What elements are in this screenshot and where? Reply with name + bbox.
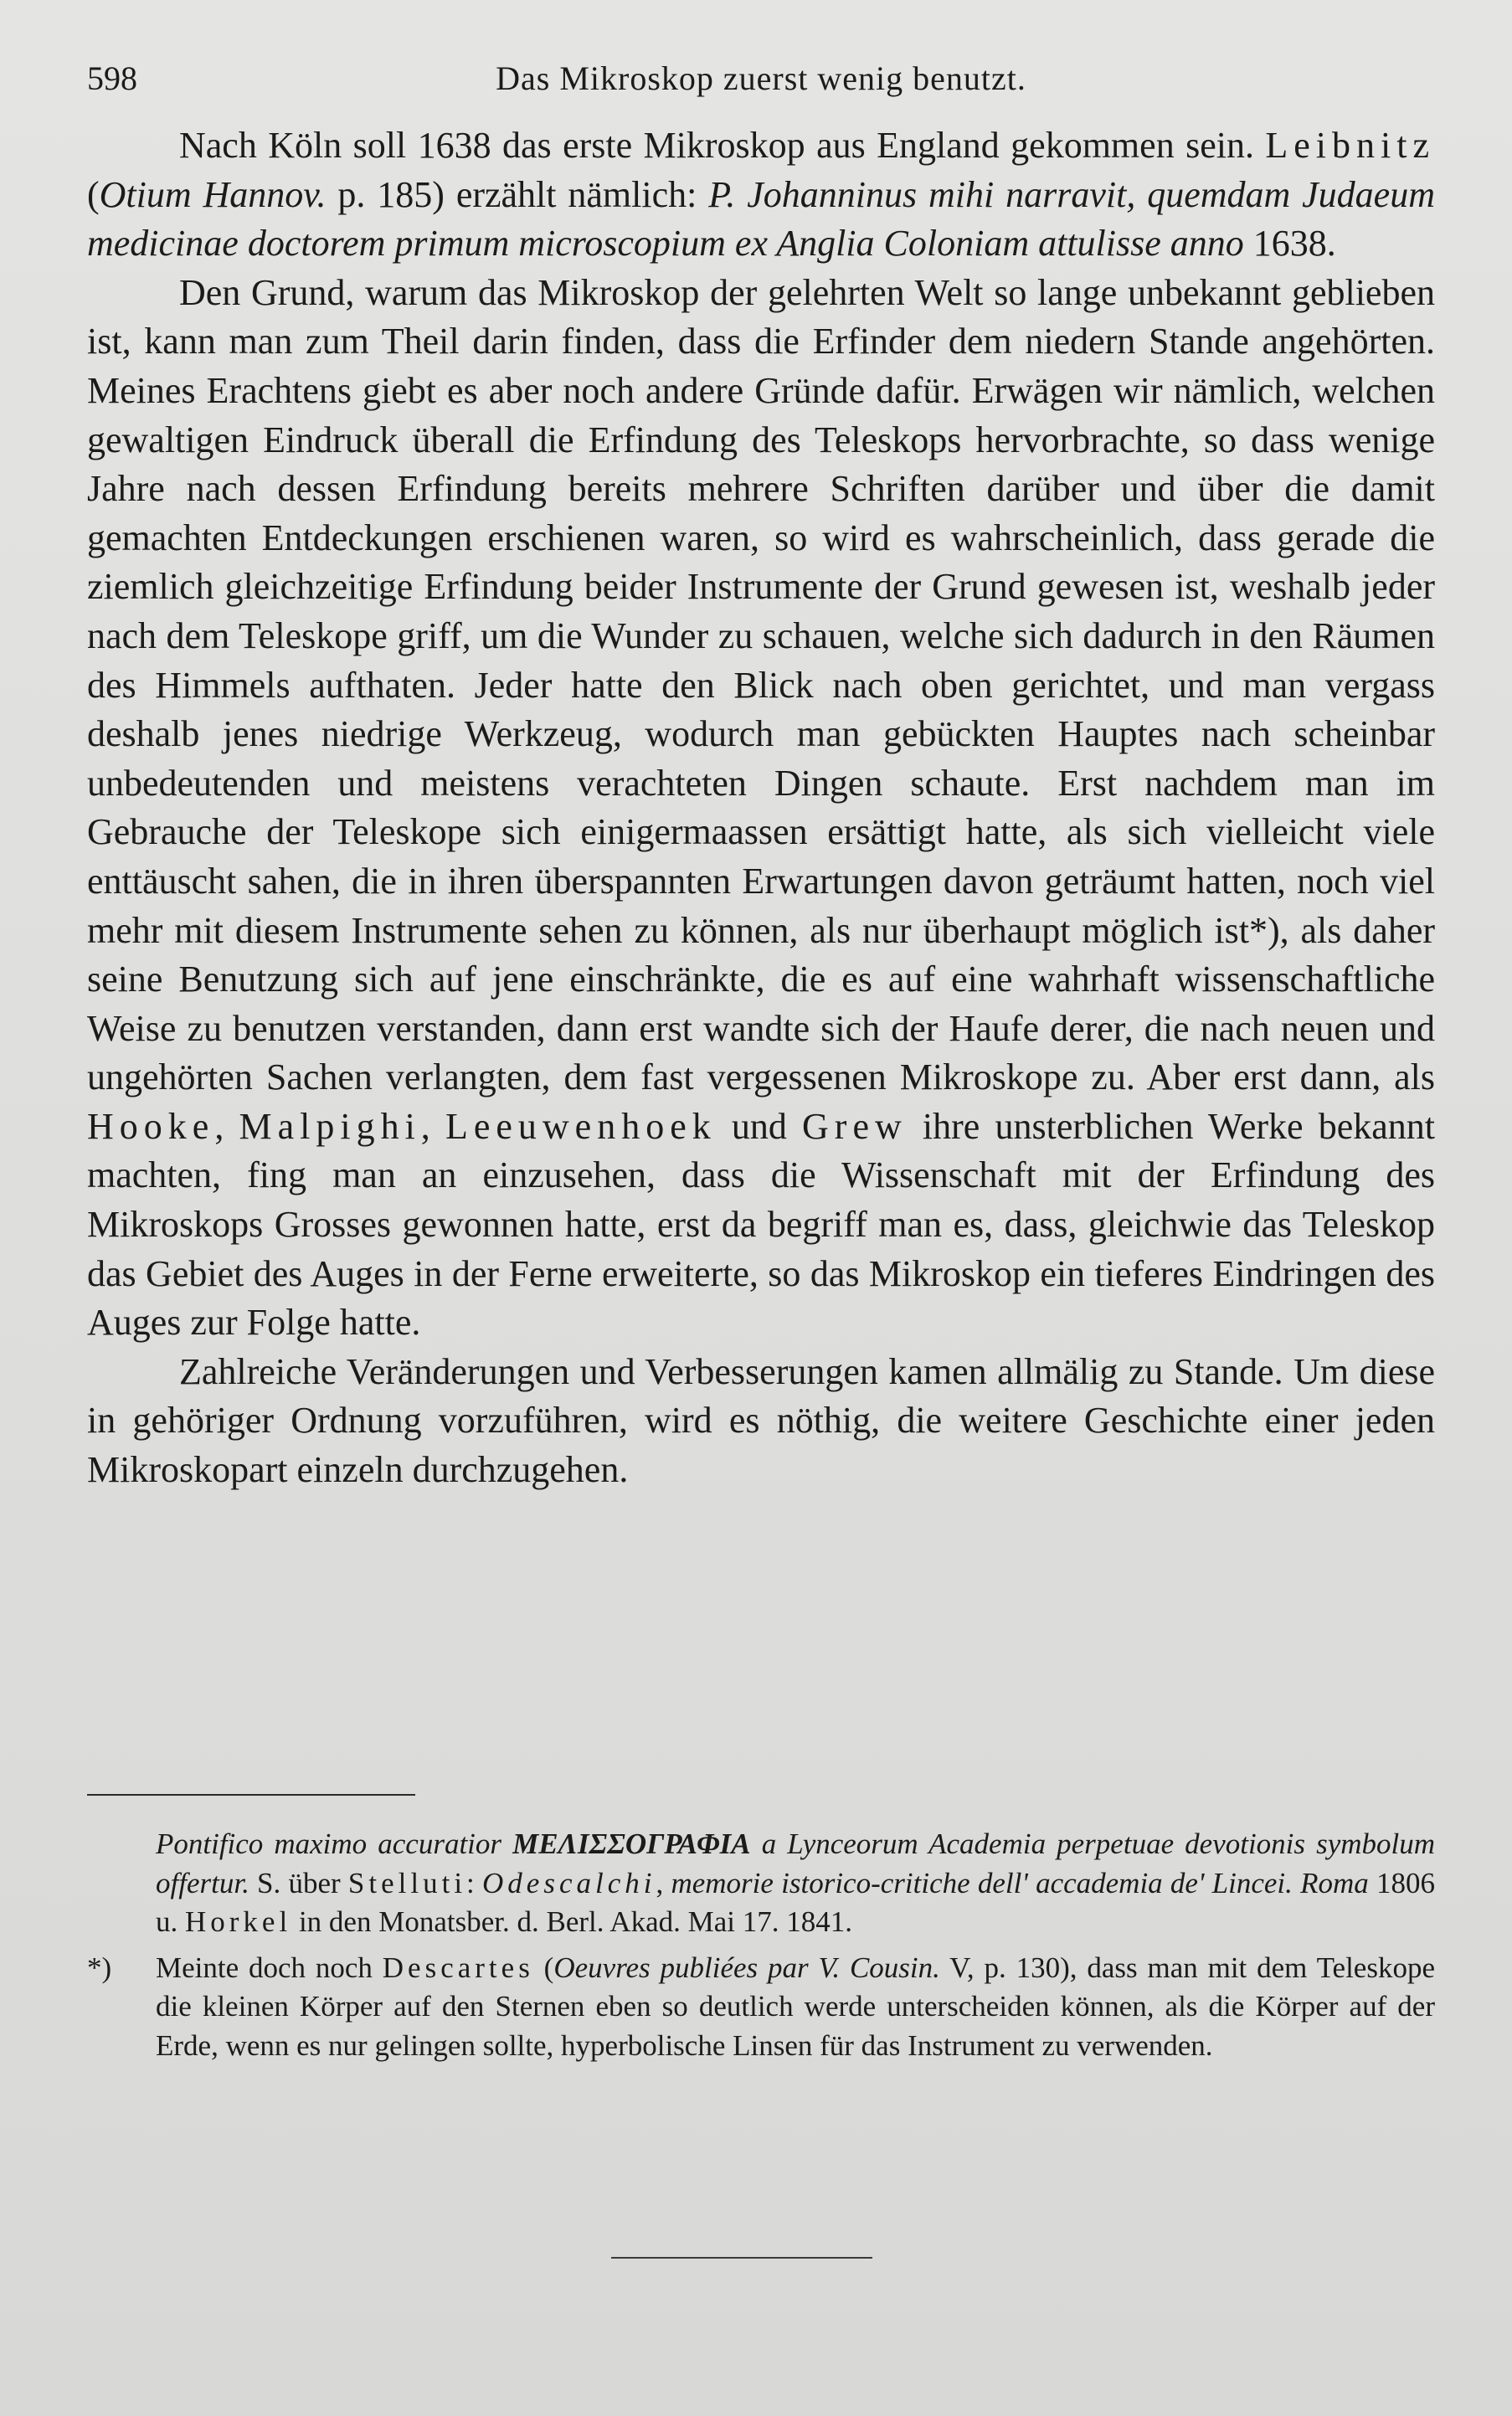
- running-title: Das Mikroskop zuerst wenig benutzt.: [496, 59, 1026, 97]
- text-run: :: [466, 1866, 483, 1899]
- page-number: 598: [87, 59, 137, 97]
- paragraph-3: [87, 1348, 1435, 1495]
- text-run: (: [533, 1951, 554, 1984]
- author-name: Odescalchi: [482, 1866, 656, 1899]
- author-name: Grew: [802, 1105, 908, 1147]
- footnotes: [87, 1825, 1435, 2065]
- text-run: Meinte doch noch: [156, 1951, 383, 1984]
- text-run: ,: [656, 1866, 671, 1899]
- latin-quote: P. Johanninus mihi narravit, quemdam Judaeum medicinae doctorem primum microscopium ex Anglia Coloniam attulisse anno: [87, 173, 1435, 265]
- footnote-dedication: [156, 1825, 1435, 1942]
- text-run: p. 185) erzählt nämlich:: [326, 173, 709, 215]
- work-title: Otium Hannov.: [99, 173, 327, 215]
- footnote-marker: *): [87, 1951, 112, 1984]
- text-run: in den Monatsber. d. Berl. Akad. Mai 17. 1841.: [291, 1905, 852, 1938]
- author-name: Leibnitz: [1265, 125, 1435, 166]
- text-run: und: [716, 1105, 803, 1147]
- text-run: Den Grund, warum das Mikroskop der gelehrten Welt so lange unbekannt geblieben ist, kann man zum Theil darin finden, dass die Erfinder dem niedern Stande angehörten. Meines Erachtens giebt es aber noch andere Gründe dafür. Erwägen wir nämlich, welchen gewaltigen Eindruck überall die Erfindung des Teleskops hervorbrachte, so dass wenige Jahre nach dessen Erfindung bereits mehrere Schriften darüber und über die damit gemachten Entdeckungen erschienen waren, so wird es wahrscheinlich, dass gerade die ziemlich gleichzeitige Erfindung beider Instrumente der Grund gewesen ist, weshalb jeder nach dem Teleskope griff, um die Wunder zu schauen, welche sich dadurch in den Räumen des Himmels aufthaten. Jeder hatte den Blick nach oben gerichtet, und man vergass deshalb jenes niedrige Werkzeug, wodurch man gebückten Hauptes nach scheinbar unbedeutenden und meistens verachteten Dingen schaute. Erst nachdem man im Gebrauche der Teleskope sich einigermaassen ersättigt hatte, als sich vielleicht viele enttäuscht sahen, die in ihren überspannten Erwartungen davon geträumt hatten, noch viel mehr mit diesem Instrumente sehen zu können, als nur überhaupt möglich ist*), als daher seine Benutzung sich auf jene einschränkte, die es auf eine wahrhaft wissenschaftliche Weise zu benutzen verstanden, dann erst wandte sich der Haufe derer, die nach neuen und ungehörten Sachen verlangten, dem fast vergessenen Mikroskope zu. Aber erst dann, als: [87, 271, 1435, 1098]
- text-run: Pontifico maximo accuratior: [156, 1827, 502, 1860]
- text-run: V, p. 130), dass man mit dem Teleskope die kleinen Körper auf den Sternen eben so deutlich werde unterscheiden können, als die Körper auf der Erde, wenn es nur gelingen sollte, hyperbolische Linsen für das Instrument zu verwenden.: [156, 1951, 1435, 2062]
- text-run: 1806 u.: [156, 1866, 1436, 1938]
- bottom-rule: [611, 2257, 872, 2259]
- text-run: (: [87, 173, 100, 215]
- text-run: Nach Köln soll 1638 das erste Mikroskop aus England gekommen sein.: [179, 125, 1266, 166]
- work-title: Oeuvres publiées par V. Cousin.: [553, 1951, 940, 1984]
- paragraph-2: [87, 269, 1435, 1348]
- text-run: S. über: [249, 1866, 348, 1899]
- author-name: Stelluti: [347, 1866, 467, 1899]
- text-run: a Lynceorum Academia perpetuae devotionis symbolum offertur.: [156, 1827, 1436, 1899]
- text-run: Zahlreiche Veränderungen und Verbesserungen kamen allmälig zu Stande. Um diese in gehöriger Ordnung vorzuführen, wird es nöthig, die weitere Geschichte einer jeden Mikroskopart einzeln durchzugehen.: [87, 1350, 1435, 1491]
- text-run: ,: [420, 1105, 445, 1147]
- text-run: 1638.: [1243, 223, 1336, 265]
- footnote-star: [87, 1949, 1435, 2066]
- author-name: Malpighi: [239, 1105, 421, 1147]
- main-text: [87, 121, 1435, 1495]
- author-name: Hooke: [87, 1105, 215, 1147]
- text-run: ,: [214, 1105, 239, 1147]
- page-header: [87, 52, 1435, 102]
- author-name: Descartes: [382, 1951, 534, 1984]
- author-name: Leeuwenhoek: [445, 1105, 717, 1147]
- footnote-divider: [87, 1794, 415, 1796]
- paragraph-1: [87, 121, 1435, 269]
- author-name: Horkel: [185, 1905, 292, 1938]
- greek-title: ΜΕΛΙΣΣΟΓΡΑΦΙΑ: [512, 1827, 751, 1860]
- work-title: memorie istorico-critiche dell' accademia de' Lincei. Roma: [671, 1866, 1369, 1899]
- text-run: ihre unsterblichen Werke bekannt machten, fing man an einzusehen, dass die Wissenschaft mit der Erfindung des Mikroskops Grosses gewonnen hatte, erst da begriff man es, dass, gleichwie das Teleskop das Gebiet des Auges in der Ferne erweiterte, so das Mikroskop ein tieferes Eindringen des Auges zur Folge hatte.: [87, 1105, 1436, 1344]
